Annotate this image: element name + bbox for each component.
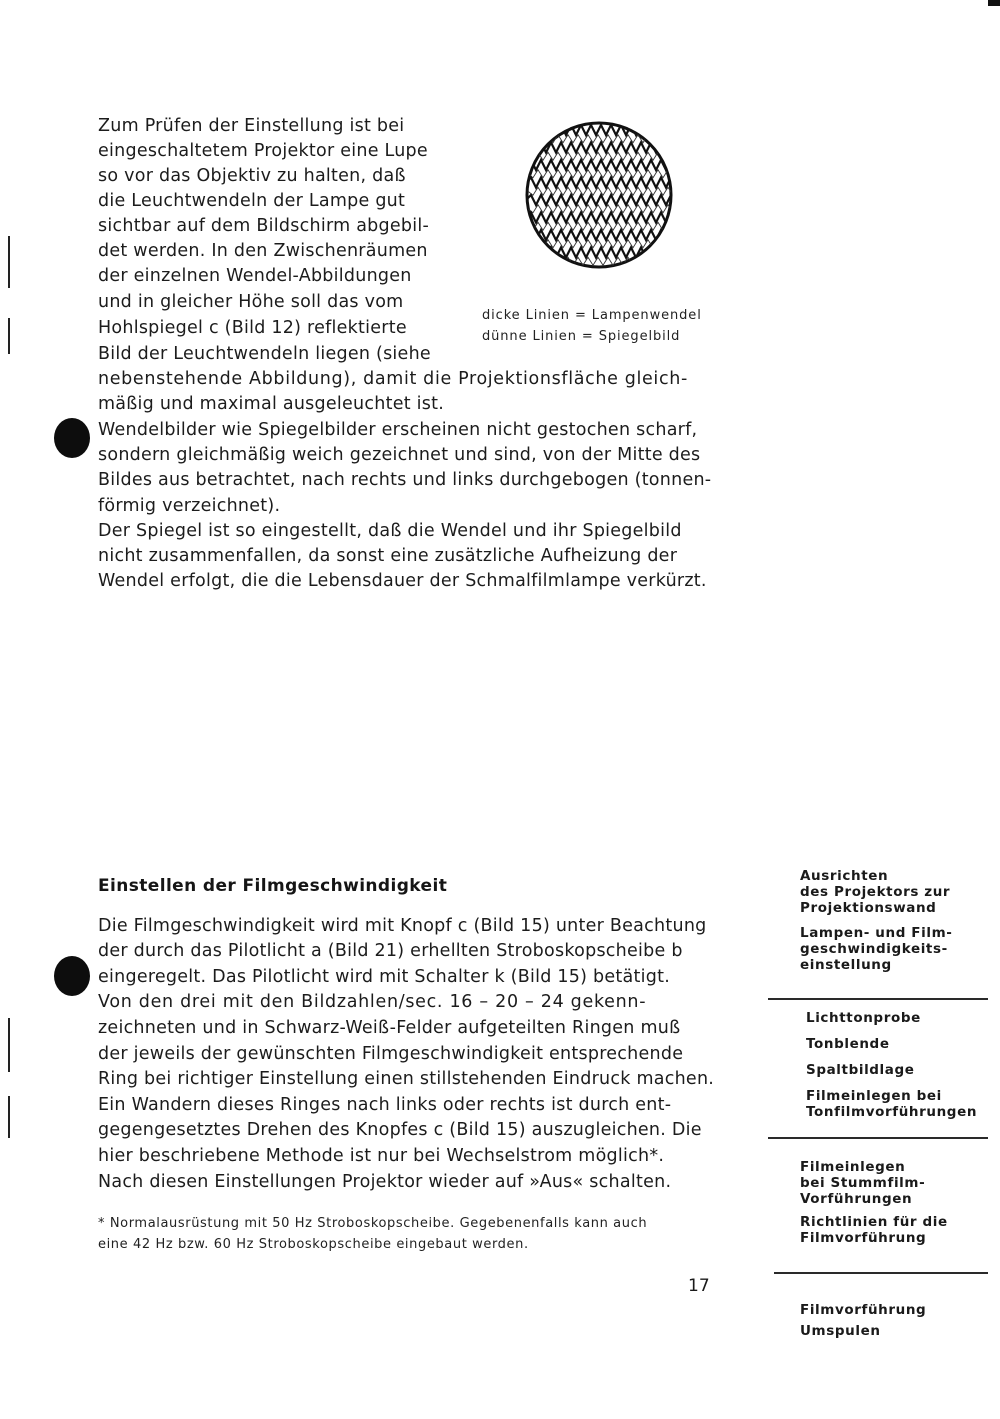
text-line: Hohlspiegel c (Bild 12) reflektierte: [98, 318, 407, 338]
binder-hole-blot-2: [54, 956, 90, 996]
text-line: und in gleicher Höhe soll das vom: [98, 292, 404, 312]
left-margin-mark-2: [8, 318, 10, 354]
text-line: eingeregelt. Das Pilotlicht wird mit Schalter k (Bild 15) betätigt.: [98, 967, 671, 987]
text-line: förmig verzeichnet).: [98, 496, 281, 516]
sidebar-entry-ausrichten: [800, 868, 950, 916]
text-line: Wendelbilder wie Spiegelbilder erscheinen nicht gestochen scharf,: [98, 420, 698, 440]
sidebar-entry-tonblende: Tonblende: [806, 1036, 890, 1052]
sidebar-divider: [774, 1272, 988, 1274]
sidebar-entry-filmeinlegen-stumm: [800, 1159, 925, 1207]
sidebar-entry-line: Ausrichten: [800, 868, 889, 884]
text-line: der einzelnen Wendel-Abbildungen: [98, 266, 412, 286]
legend-thick-lines: dicke Linien = Lampenwendel: [482, 308, 702, 323]
left-margin-mark-3: [8, 1018, 10, 1072]
sidebar-entry-line: bei Stummfilm-: [800, 1175, 926, 1191]
text-line: Die Filmgeschwindigkeit wird mit Knopf c (Bild 15) unter Beachtung: [98, 916, 707, 936]
sidebar-entry-line: des Projektors zur: [800, 884, 951, 900]
text-line: nicht zusammenfallen, da sonst eine zusätzliche Aufheizung der: [98, 546, 678, 566]
corner-mark: [988, 0, 1000, 6]
sidebar-entry-line: einstellung: [800, 957, 892, 973]
text-line: Wendel erfolgt, die die Lebensdauer der Schmalfilmlampe verkürzt.: [98, 571, 707, 591]
text-line: [98, 114, 430, 140]
footnote-line: * Normalausrüstung mit 50 Hz Stroboskopscheibe. Gegebenenfalls kann auch: [98, 1216, 648, 1231]
sidebar-entry-richtlinien: [800, 1214, 948, 1246]
sidebar-entry-line: Filmeinlegen bei: [806, 1088, 942, 1104]
text-line: mäßig und maximal ausgeleuchtet ist.: [98, 394, 445, 414]
text-line: Ein Wandern dieses Ringes nach links oder rechts ist durch ent-: [98, 1095, 672, 1115]
filament-mirror-image-figure: [522, 118, 676, 272]
sidebar-entry-line: Filmeinlegen: [800, 1159, 906, 1175]
text-line: so vor das Objektiv zu halten, daß: [98, 166, 406, 186]
text-line: Der Spiegel ist so eingestellt, daß die Wendel und ihr Spiegelbild: [98, 521, 682, 541]
sidebar-entry-line: Filmvorführung: [800, 1230, 927, 1246]
left-margin-mark-4: [8, 1096, 10, 1138]
text-line: der durch das Pilotlicht a (Bild 21) erhellten Stroboskopscheibe b: [98, 941, 683, 961]
page-number: 17: [688, 1276, 710, 1296]
sidebar-entry-line: Lampen- und Film-: [800, 925, 953, 941]
sidebar-entry-line: geschwindigkeits-: [800, 941, 948, 957]
text-line: det werden. In den Zwischenräumen: [98, 241, 428, 261]
text-line: Ring bei richtiger Einstellung einen stillstehenden Eindruck machen.: [98, 1069, 715, 1089]
sidebar-entry-filmeinlegen-ton: [806, 1088, 977, 1120]
text-line-content: Zum Prüfen der Einstellung ist bei: [98, 116, 405, 136]
sidebar-entry-lichttonprobe: Lichttonprobe: [806, 1010, 921, 1026]
text-line: sichtbar auf dem Bildschirm abgebil-: [98, 216, 430, 236]
sidebar-entry-spaltbildlage: Spaltbildlage: [806, 1062, 915, 1078]
text-line: Von den drei mit den Bildzahlen/sec. 16 – 20 – 24 gekenn-: [98, 992, 647, 1012]
text-line: Bildes aus betrachtet, nach rechts und links durchgebogen (tonnen-: [98, 470, 712, 490]
binder-hole-blot-1: [54, 418, 90, 458]
sidebar-entry-lampen: [800, 925, 952, 973]
sidebar-entry-line: Vorführungen: [800, 1191, 913, 1207]
text-line: Nach diesen Einstellungen Projektor wieder auf »Aus« schalten.: [98, 1172, 672, 1192]
sidebar-entry-filmvorfuehrung: Filmvorführung: [800, 1302, 927, 1318]
text-line: sondern gleichmäßig weich gezeichnet und sind, von der Mitte des: [98, 445, 701, 465]
text-line: eingeschaltetem Projektor eine Lupe: [98, 141, 428, 161]
left-margin-mark-1: [8, 236, 10, 288]
text-line: nebenstehende Abbildung), damit die Projektionsfläche gleich-: [98, 369, 688, 389]
text-line: gegengesetztes Drehen des Knopfes c (Bild 15) auszugleichen. Die: [98, 1120, 702, 1140]
sidebar-divider: [768, 1137, 988, 1139]
footnote-line: eine 42 Hz bzw. 60 Hz Stroboskopscheibe eingebaut werden.: [98, 1237, 529, 1252]
text-line: hier beschriebene Methode ist nur bei Wechselstrom möglich*.: [98, 1146, 665, 1166]
sidebar-entry-line: Tonfilmvorführungen: [806, 1104, 978, 1120]
sidebar-entry-line: Projektionswand: [800, 900, 937, 916]
sidebar-entry-umspulen: Umspulen: [800, 1323, 881, 1339]
text-line: der jeweils der gewünschten Filmgeschwindigkeit entsprechende: [98, 1044, 684, 1064]
legend-thin-lines: dünne Linien = Spiegelbild: [482, 329, 681, 344]
text-line: Bild der Leuchtwendeln liegen (siehe: [98, 344, 431, 364]
text-line: die Leuchtwendeln der Lampe gut: [98, 191, 406, 211]
sidebar-entry-line: Richtlinien für die: [800, 1214, 948, 1230]
text-line: zeichneten und in Schwarz-Weiß-Felder aufgeteilten Ringen muß: [98, 1018, 681, 1038]
sidebar-divider: [768, 998, 988, 1000]
section-heading: Einstellen der Filmgeschwindigkeit: [98, 876, 448, 896]
